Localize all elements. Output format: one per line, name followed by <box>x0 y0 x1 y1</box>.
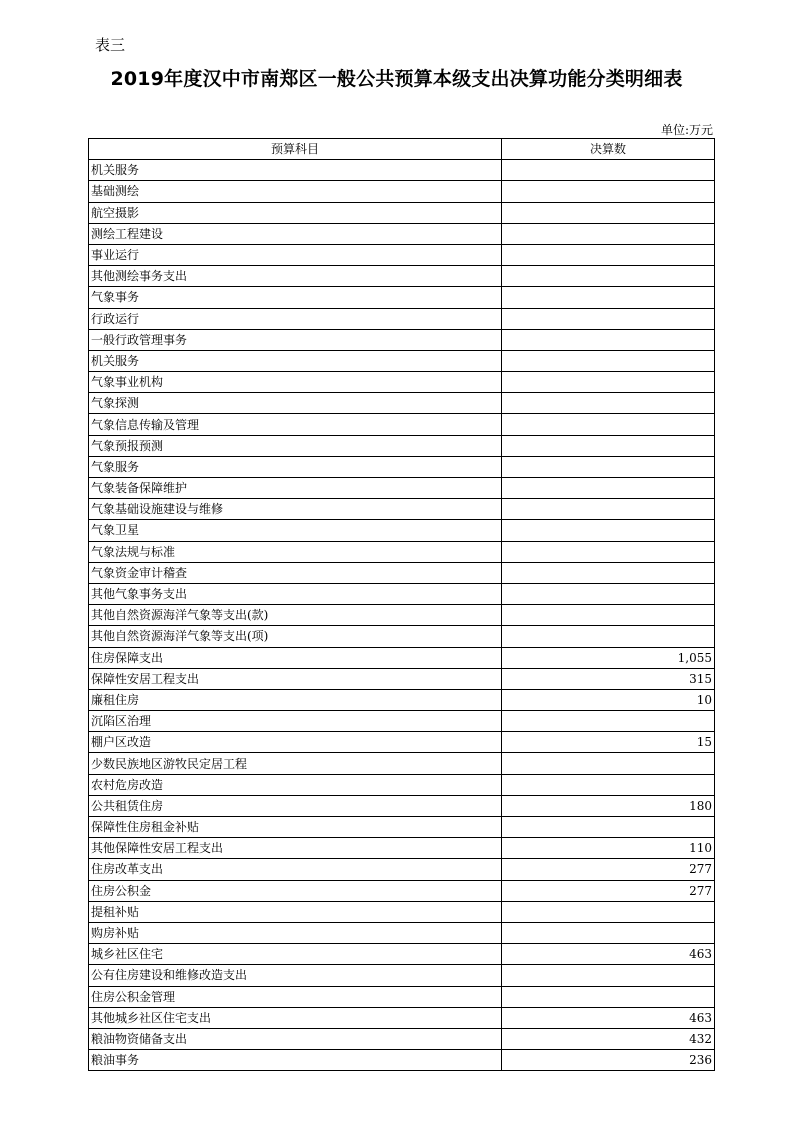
row-amount: 15 <box>502 732 715 753</box>
table-row <box>89 308 715 329</box>
row-amount <box>502 605 715 626</box>
table-row <box>89 160 715 181</box>
row-subject: 其他保障性安居工程支出 <box>89 838 502 859</box>
table-row <box>89 711 715 732</box>
row-subject: 气象装备保障维护 <box>89 478 502 499</box>
page-title: 2019年度汉中市南郑区一般公共预算本级支出决算功能分类明细表 <box>110 68 683 90</box>
table-row <box>89 499 715 520</box>
row-subject: 保障性安居工程支出 <box>89 668 502 689</box>
table-row <box>89 287 715 308</box>
row-subject: 公共租赁住房 <box>89 795 502 816</box>
row-subject: 机关服务 <box>89 160 502 181</box>
row-subject: 气象事业机构 <box>89 372 502 393</box>
row-amount <box>502 329 715 350</box>
row-subject: 其他自然资源海洋气象等支出(款) <box>89 605 502 626</box>
row-amount: 315 <box>502 668 715 689</box>
row-subject: 少数民族地区游牧民定居工程 <box>89 753 502 774</box>
table-row <box>89 244 715 265</box>
row-subject: 气象法规与标准 <box>89 541 502 562</box>
row-amount <box>502 753 715 774</box>
row-amount <box>502 266 715 287</box>
table-row <box>89 1028 715 1049</box>
row-amount <box>502 711 715 732</box>
table-row <box>89 520 715 541</box>
row-amount <box>502 965 715 986</box>
table-row <box>89 944 715 965</box>
row-subject: 机关服务 <box>89 350 502 371</box>
row-amount: 1,055 <box>502 647 715 668</box>
row-amount: 432 <box>502 1028 715 1049</box>
row-amount <box>502 478 715 499</box>
table-row <box>89 435 715 456</box>
row-amount <box>502 520 715 541</box>
row-amount <box>502 583 715 604</box>
row-amount <box>502 414 715 435</box>
row-subject: 城乡社区住宅 <box>89 944 502 965</box>
table-row <box>89 266 715 287</box>
table-row <box>89 880 715 901</box>
table-row <box>89 753 715 774</box>
row-subject: 其他测绘事务支出 <box>89 266 502 287</box>
row-subject: 气象卫星 <box>89 520 502 541</box>
row-subject: 购房补贴 <box>89 922 502 943</box>
row-amount <box>502 393 715 414</box>
row-amount: 110 <box>502 838 715 859</box>
table-row <box>89 965 715 986</box>
row-amount <box>502 372 715 393</box>
row-amount <box>502 541 715 562</box>
row-subject: 住房保障支出 <box>89 647 502 668</box>
table-row <box>89 583 715 604</box>
table-row <box>89 393 715 414</box>
row-subject: 沉陷区治理 <box>89 711 502 732</box>
table-row <box>89 202 715 223</box>
row-subject: 航空摄影 <box>89 202 502 223</box>
column-header-amount: 决算数 <box>502 139 715 160</box>
row-subject: 气象基础设施建设与维修 <box>89 499 502 520</box>
table-row <box>89 774 715 795</box>
row-amount <box>502 626 715 647</box>
table-row <box>89 732 715 753</box>
row-amount <box>502 499 715 520</box>
table-row <box>89 838 715 859</box>
table-row <box>89 795 715 816</box>
row-amount <box>502 287 715 308</box>
row-amount <box>502 244 715 265</box>
row-subject: 提租补贴 <box>89 901 502 922</box>
row-subject: 气象服务 <box>89 456 502 477</box>
row-subject: 气象事务 <box>89 287 502 308</box>
row-subject: 其他城乡社区住宅支出 <box>89 1007 502 1028</box>
table-row <box>89 859 715 880</box>
row-subject: 事业运行 <box>89 244 502 265</box>
row-subject: 住房改革支出 <box>89 859 502 880</box>
table-row <box>89 456 715 477</box>
row-subject: 农村危房改造 <box>89 774 502 795</box>
table-row <box>89 901 715 922</box>
table-row <box>89 647 715 668</box>
row-subject: 棚户区改造 <box>89 732 502 753</box>
table-row <box>89 922 715 943</box>
row-amount <box>502 562 715 583</box>
row-amount <box>502 901 715 922</box>
row-amount <box>502 202 715 223</box>
row-amount <box>502 308 715 329</box>
row-subject: 住房公积金管理 <box>89 986 502 1007</box>
row-amount: 277 <box>502 859 715 880</box>
table-row <box>89 605 715 626</box>
row-amount: 180 <box>502 795 715 816</box>
table-row <box>89 414 715 435</box>
table-row <box>89 181 715 202</box>
row-amount: 10 <box>502 689 715 710</box>
row-subject: 一般行政管理事务 <box>89 329 502 350</box>
row-amount: 277 <box>502 880 715 901</box>
table-row <box>89 350 715 371</box>
row-amount <box>502 181 715 202</box>
column-header-subject: 预算科目 <box>89 139 502 160</box>
row-subject: 气象信息传输及管理 <box>89 414 502 435</box>
row-subject: 粮油物资储备支出 <box>89 1028 502 1049</box>
row-subject: 廉租住房 <box>89 689 502 710</box>
row-amount <box>502 986 715 1007</box>
table-row <box>89 986 715 1007</box>
row-amount: 236 <box>502 1050 715 1071</box>
row-amount <box>502 456 715 477</box>
table-row <box>89 372 715 393</box>
row-amount <box>502 774 715 795</box>
row-subject: 气象探测 <box>89 393 502 414</box>
row-amount <box>502 922 715 943</box>
row-amount <box>502 223 715 244</box>
row-subject: 气象预报预测 <box>89 435 502 456</box>
table-row <box>89 689 715 710</box>
table-row <box>89 1007 715 1028</box>
row-subject: 其他自然资源海洋气象等支出(项) <box>89 626 502 647</box>
row-amount: 463 <box>502 944 715 965</box>
row-subject: 住房公积金 <box>89 880 502 901</box>
table-row <box>89 1050 715 1071</box>
row-amount <box>502 350 715 371</box>
unit-label: 单位:万元 <box>660 123 713 137</box>
row-amount: 463 <box>502 1007 715 1028</box>
table-row <box>89 329 715 350</box>
row-subject: 粮油事务 <box>89 1050 502 1071</box>
row-amount <box>502 817 715 838</box>
row-subject: 气象资金审计稽查 <box>89 562 502 583</box>
table-body <box>89 160 715 1071</box>
row-amount <box>502 160 715 181</box>
row-subject: 保障性住房租金补贴 <box>89 817 502 838</box>
row-subject: 基础测绘 <box>89 181 502 202</box>
budget-table <box>88 138 715 1071</box>
row-subject: 公有住房建设和维修改造支出 <box>89 965 502 986</box>
row-subject: 行政运行 <box>89 308 502 329</box>
table-row <box>89 562 715 583</box>
page-label: 表三 <box>95 36 126 54</box>
row-subject: 测绘工程建设 <box>89 223 502 244</box>
table-header-row <box>89 139 715 160</box>
table-row <box>89 541 715 562</box>
row-amount <box>502 435 715 456</box>
table-row <box>89 626 715 647</box>
row-subject: 其他气象事务支出 <box>89 583 502 604</box>
table-row <box>89 478 715 499</box>
table-row <box>89 817 715 838</box>
table-row <box>89 223 715 244</box>
table-row <box>89 668 715 689</box>
